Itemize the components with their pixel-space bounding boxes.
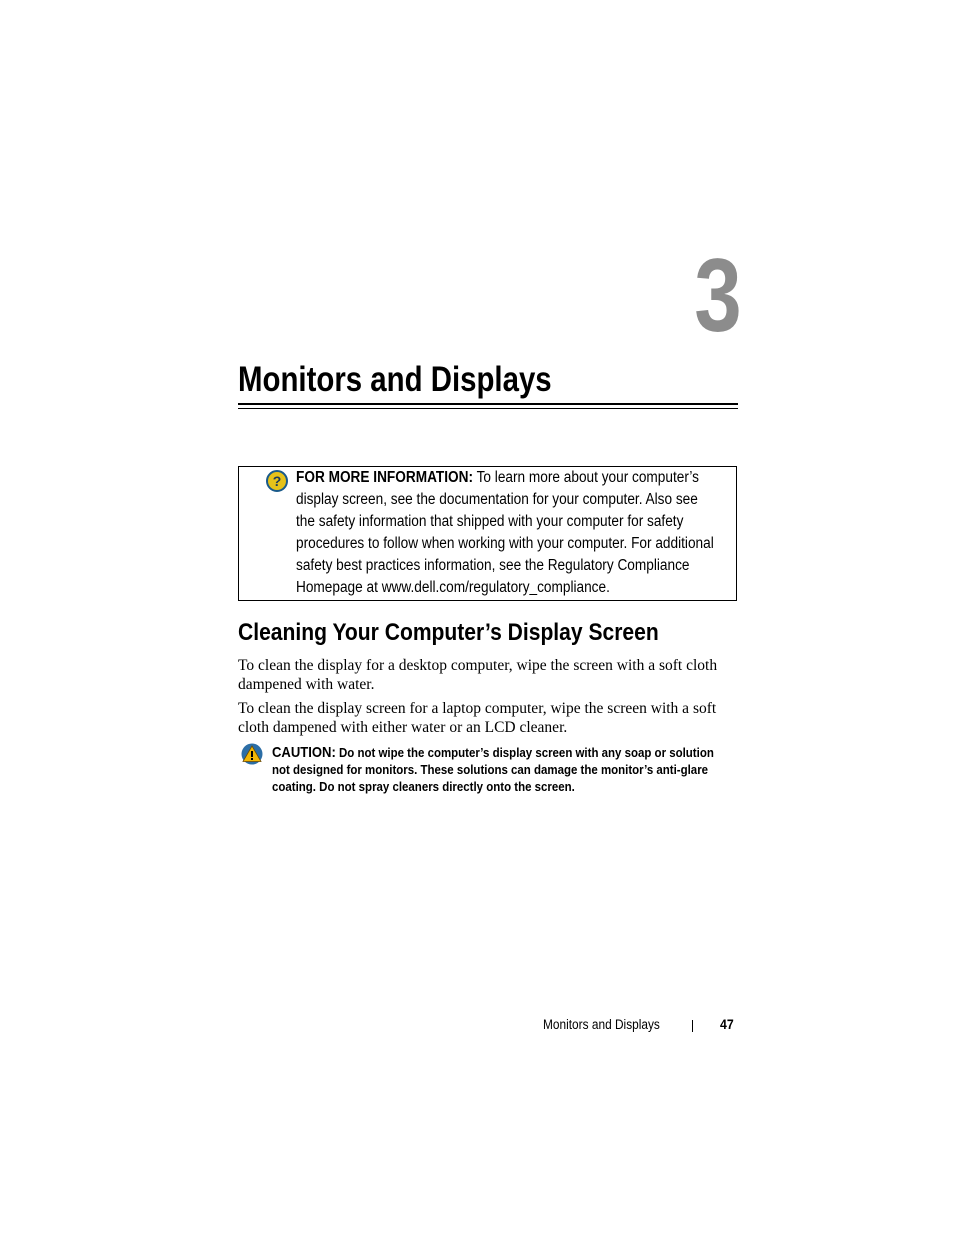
page-number: 47 [720, 1016, 734, 1032]
regulatory-compliance-link[interactable]: www.dell.com/regulatory_compliance [381, 579, 607, 596]
note-body: To learn more about your computer’s display screen, see the documentation for your computer. Also see the safety information that shipped with your computer for safety procedures to follow when working with your computer. For additional safety best practices information, see the Regulatory Compliance Homepage at [296, 469, 714, 596]
paragraph-desktop-cleaning: To clean the display for a desktop computer, wipe the screen with a soft cloth dampened with water. [238, 657, 718, 693]
chapter-number: 3 [694, 238, 740, 354]
caution-body: Do not wipe the computer’s display screen with any soap or solution not designed for monitors. These solutions can damage the monitor’s anti-glare coating. Do not spray cleaners directly onto the screen. [272, 745, 714, 794]
note-end: . [606, 579, 610, 596]
note-label: FOR MORE INFORMATION: [296, 469, 474, 486]
title-rule-thin [238, 408, 738, 409]
chapter-title: Monitors and Displays [238, 360, 552, 399]
section-heading: Cleaning Your Computer’s Display Screen [238, 619, 659, 646]
caution-text [272, 744, 724, 795]
paragraph-laptop-cleaning: To clean the display screen for a laptop computer, wipe the screen with a soft cloth dampened with either water or an LCD cleaner. [238, 700, 717, 736]
title-rule-thick [238, 403, 738, 405]
information-note-box [238, 466, 737, 601]
caution-label: CAUTION: [272, 744, 336, 761]
information-note-text [296, 467, 718, 599]
svg-text:?: ? [272, 473, 282, 489]
help-question-icon [266, 470, 288, 492]
footer-chapter-title: Monitors and Displays [543, 1017, 660, 1032]
footer-separator [692, 1020, 693, 1032]
caution-warning-icon [240, 743, 264, 765]
